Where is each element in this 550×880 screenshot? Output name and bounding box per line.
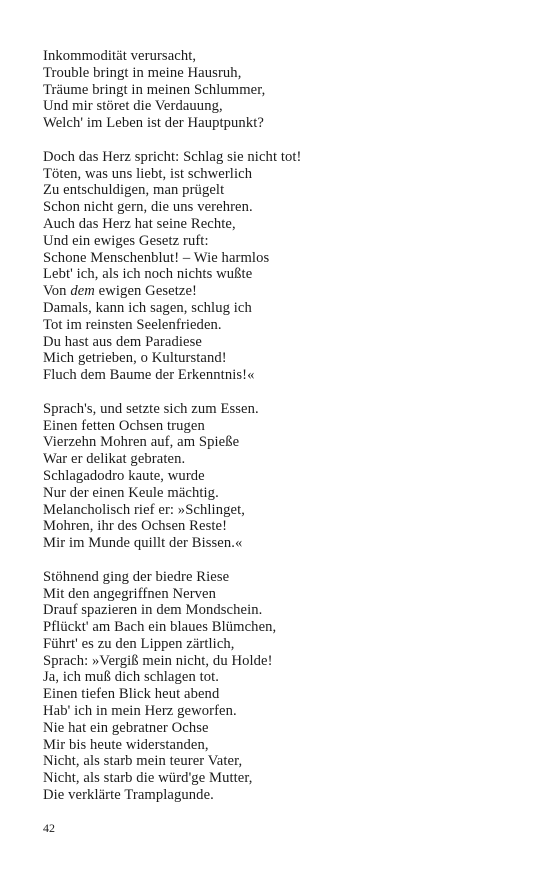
verse-line: Die verklärte Tramplagunde. <box>43 787 214 804</box>
verse-line: Führt' es zu den Lippen zärtlich, <box>43 635 235 652</box>
verse-line: Nicht, als starb die würd'ge Mutter, <box>43 770 253 787</box>
verse-text: Von <box>43 283 71 300</box>
verse-line: Drauf spazieren in dem Mondschein. <box>43 602 263 619</box>
verse-line: Doch das Herz spricht: Schlag sie nicht tot! <box>43 148 302 165</box>
verse-line: Lebt' ich, als ich noch nichts wußte <box>43 266 253 283</box>
verse-line: Auch das Herz hat seine Rechte, <box>43 215 236 232</box>
verse-line: Nie hat ein gebratner Ochse <box>43 719 209 736</box>
stanza <box>43 48 513 132</box>
verse-line: Schlagadodro kaute, wurde <box>43 467 205 484</box>
verse-line: Inkommodität verursacht, <box>43 48 197 64</box>
verse-line: Nicht, als starb mein teurer Vater, <box>43 753 243 770</box>
stanza <box>43 569 513 804</box>
stanza <box>43 149 513 384</box>
stanza <box>43 401 513 552</box>
verse-line: Nur der einen Keule mächtig. <box>43 484 219 501</box>
verse-line: Du hast aus dem Paradiese <box>43 333 202 350</box>
verse-line: Stöhnend ging der biedre Riese <box>43 568 230 585</box>
verse-line: Mir bis heute widerstanden, <box>43 736 209 753</box>
verse-line: Mohren, ihr des Ochsen Reste! <box>43 518 228 535</box>
verse-line: Einen tiefen Blick heut abend <box>43 686 220 703</box>
emphasized-word: dem <box>70 283 95 300</box>
verse-line: Hab' ich in mein Herz geworfen. <box>43 703 237 720</box>
verse-line: Welch' im Leben ist der Hauptpunkt? <box>43 115 264 132</box>
verse-line: Töten, was uns liebt, ist schwerlich <box>43 165 253 182</box>
verse-line: Ja, ich muß dich schlagen tot. <box>43 669 220 686</box>
verse-line: Einen fetten Ochsen trugen <box>43 417 205 434</box>
verse-line: Mit den angegriffnen Nerven <box>43 585 217 602</box>
verse-line: Sprach's, und setzte sich zum Essen. <box>43 400 259 417</box>
verse-line: Zu entschuldigen, man prügelt <box>43 182 225 199</box>
verse-line: Und ein ewiges Gesetz ruft: <box>43 232 209 249</box>
verse-line: Und mir störet die Verdauung, <box>43 98 223 115</box>
verse-line: Schone Menschenblut! – Wie harmlos <box>43 249 270 266</box>
verse-line: Sprach: »Vergiß mein nicht, du Holde! <box>43 652 273 669</box>
verse-line: Mich getrieben, o Kulturstand! <box>43 350 227 367</box>
verse-line: Damals, kann ich sagen, schlug ich <box>43 299 252 316</box>
verse-line: Tot im reinsten Seelenfrieden. <box>43 316 222 333</box>
verse-line: Pflückt' am Bach ein blaues Blümchen, <box>43 619 277 636</box>
verse-line: Mir im Munde quillt der Bissen.« <box>43 535 243 552</box>
verse-line: War er delikat gebraten. <box>43 451 186 468</box>
verse-line: Schon nicht gern, die uns verehren. <box>43 199 253 216</box>
verse-line: Träume bringt in meinen Schlummer, <box>43 81 266 98</box>
verse-line: Trouble bringt in meine Hausruh, <box>43 64 242 81</box>
verse-text: ewigen Gesetze! <box>94 283 198 300</box>
page-number: 42 <box>43 821 55 835</box>
verse-line: Melancholisch rief er: »Schlinget, <box>43 501 245 518</box>
verse-line <box>43 283 513 300</box>
verse-line: Fluch dem Baume der Erkenntnis!« <box>43 367 255 384</box>
poem-text <box>43 48 513 821</box>
verse-line: Vierzehn Mohren auf, am Spieße <box>43 434 240 451</box>
